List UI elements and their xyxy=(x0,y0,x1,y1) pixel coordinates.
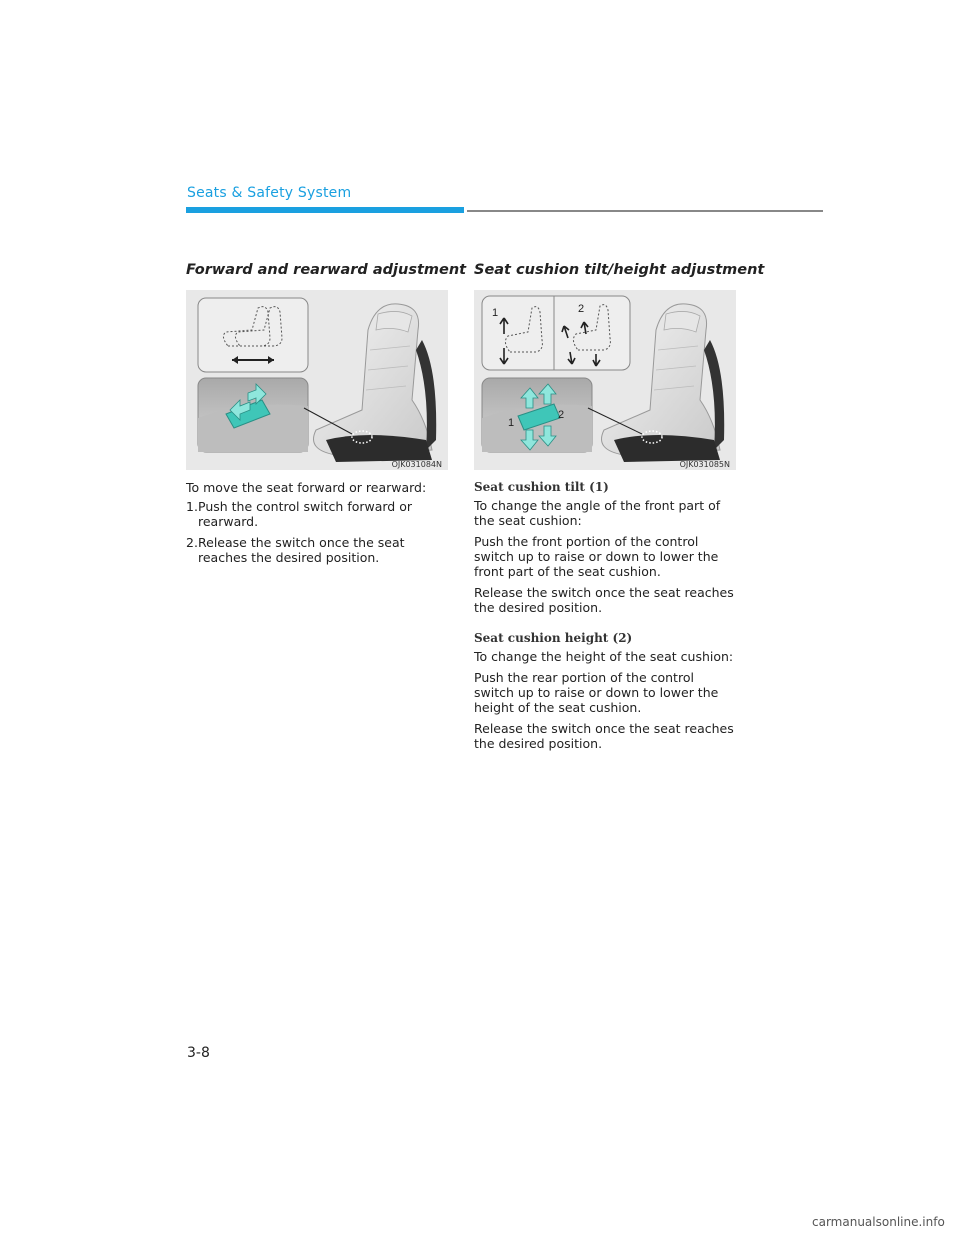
cushion-tilt-text: Push the front portion of the control switch up to raise or down to lower the front part of the seat cushion. xyxy=(474,534,719,579)
forward-rearward-intro: To move the seat forward or rearward: xyxy=(186,480,427,495)
page-number: 3-8 xyxy=(187,1045,210,1061)
forward-rearward-heading: Forward and rearward adjustment xyxy=(186,262,467,278)
header-rule xyxy=(467,210,823,212)
seat-forward-illustration xyxy=(186,290,448,470)
left-column xyxy=(186,262,467,571)
seat-cushion-illustration xyxy=(474,290,736,470)
inset-label-1: 1 xyxy=(492,307,499,319)
right-column xyxy=(474,262,765,757)
cushion-height-text: Release the switch once the seat reaches the desired position. xyxy=(474,721,734,751)
cushion-tilt-text: Release the switch once the seat reaches the desired position. xyxy=(474,585,734,615)
cushion-height-text: To change the height of the seat cushion: xyxy=(474,649,734,664)
cushion-tilt-subheading: Seat cushion tilt (1) xyxy=(474,480,609,494)
figure-code: OJK031084N xyxy=(391,460,442,469)
step-item: 2. Release the switch once the seat reaches the desired position. xyxy=(186,535,405,565)
switch-label-1: 1 xyxy=(508,417,515,429)
cushion-height-text: Push the rear portion of the control switch up to raise or down to lower the height of the seat cushion. xyxy=(474,670,719,715)
cushion-instructions xyxy=(474,480,736,751)
switch-label-2: 2 xyxy=(558,409,565,421)
cushion-tilt-height-heading: Seat cushion tilt/height adjustment xyxy=(474,262,765,278)
step-item: 1. Push the control switch forward or rearward. xyxy=(186,499,413,529)
forward-rearward-figure xyxy=(186,290,448,470)
cushion-tilt-height-figure xyxy=(474,290,736,470)
watermark: carmanualsonline.info xyxy=(812,1215,945,1229)
figure-code: OJK031085N xyxy=(679,460,730,469)
section-title: Seats & Safety System xyxy=(187,185,352,201)
cushion-height-subheading: Seat cushion height (2) xyxy=(474,631,633,645)
inset-label-2: 2 xyxy=(578,303,585,315)
header-rule-accent xyxy=(186,207,464,213)
cushion-tilt-text: To change the angle of the front part of the seat cushion: xyxy=(474,498,721,528)
forward-rearward-steps xyxy=(186,499,448,565)
